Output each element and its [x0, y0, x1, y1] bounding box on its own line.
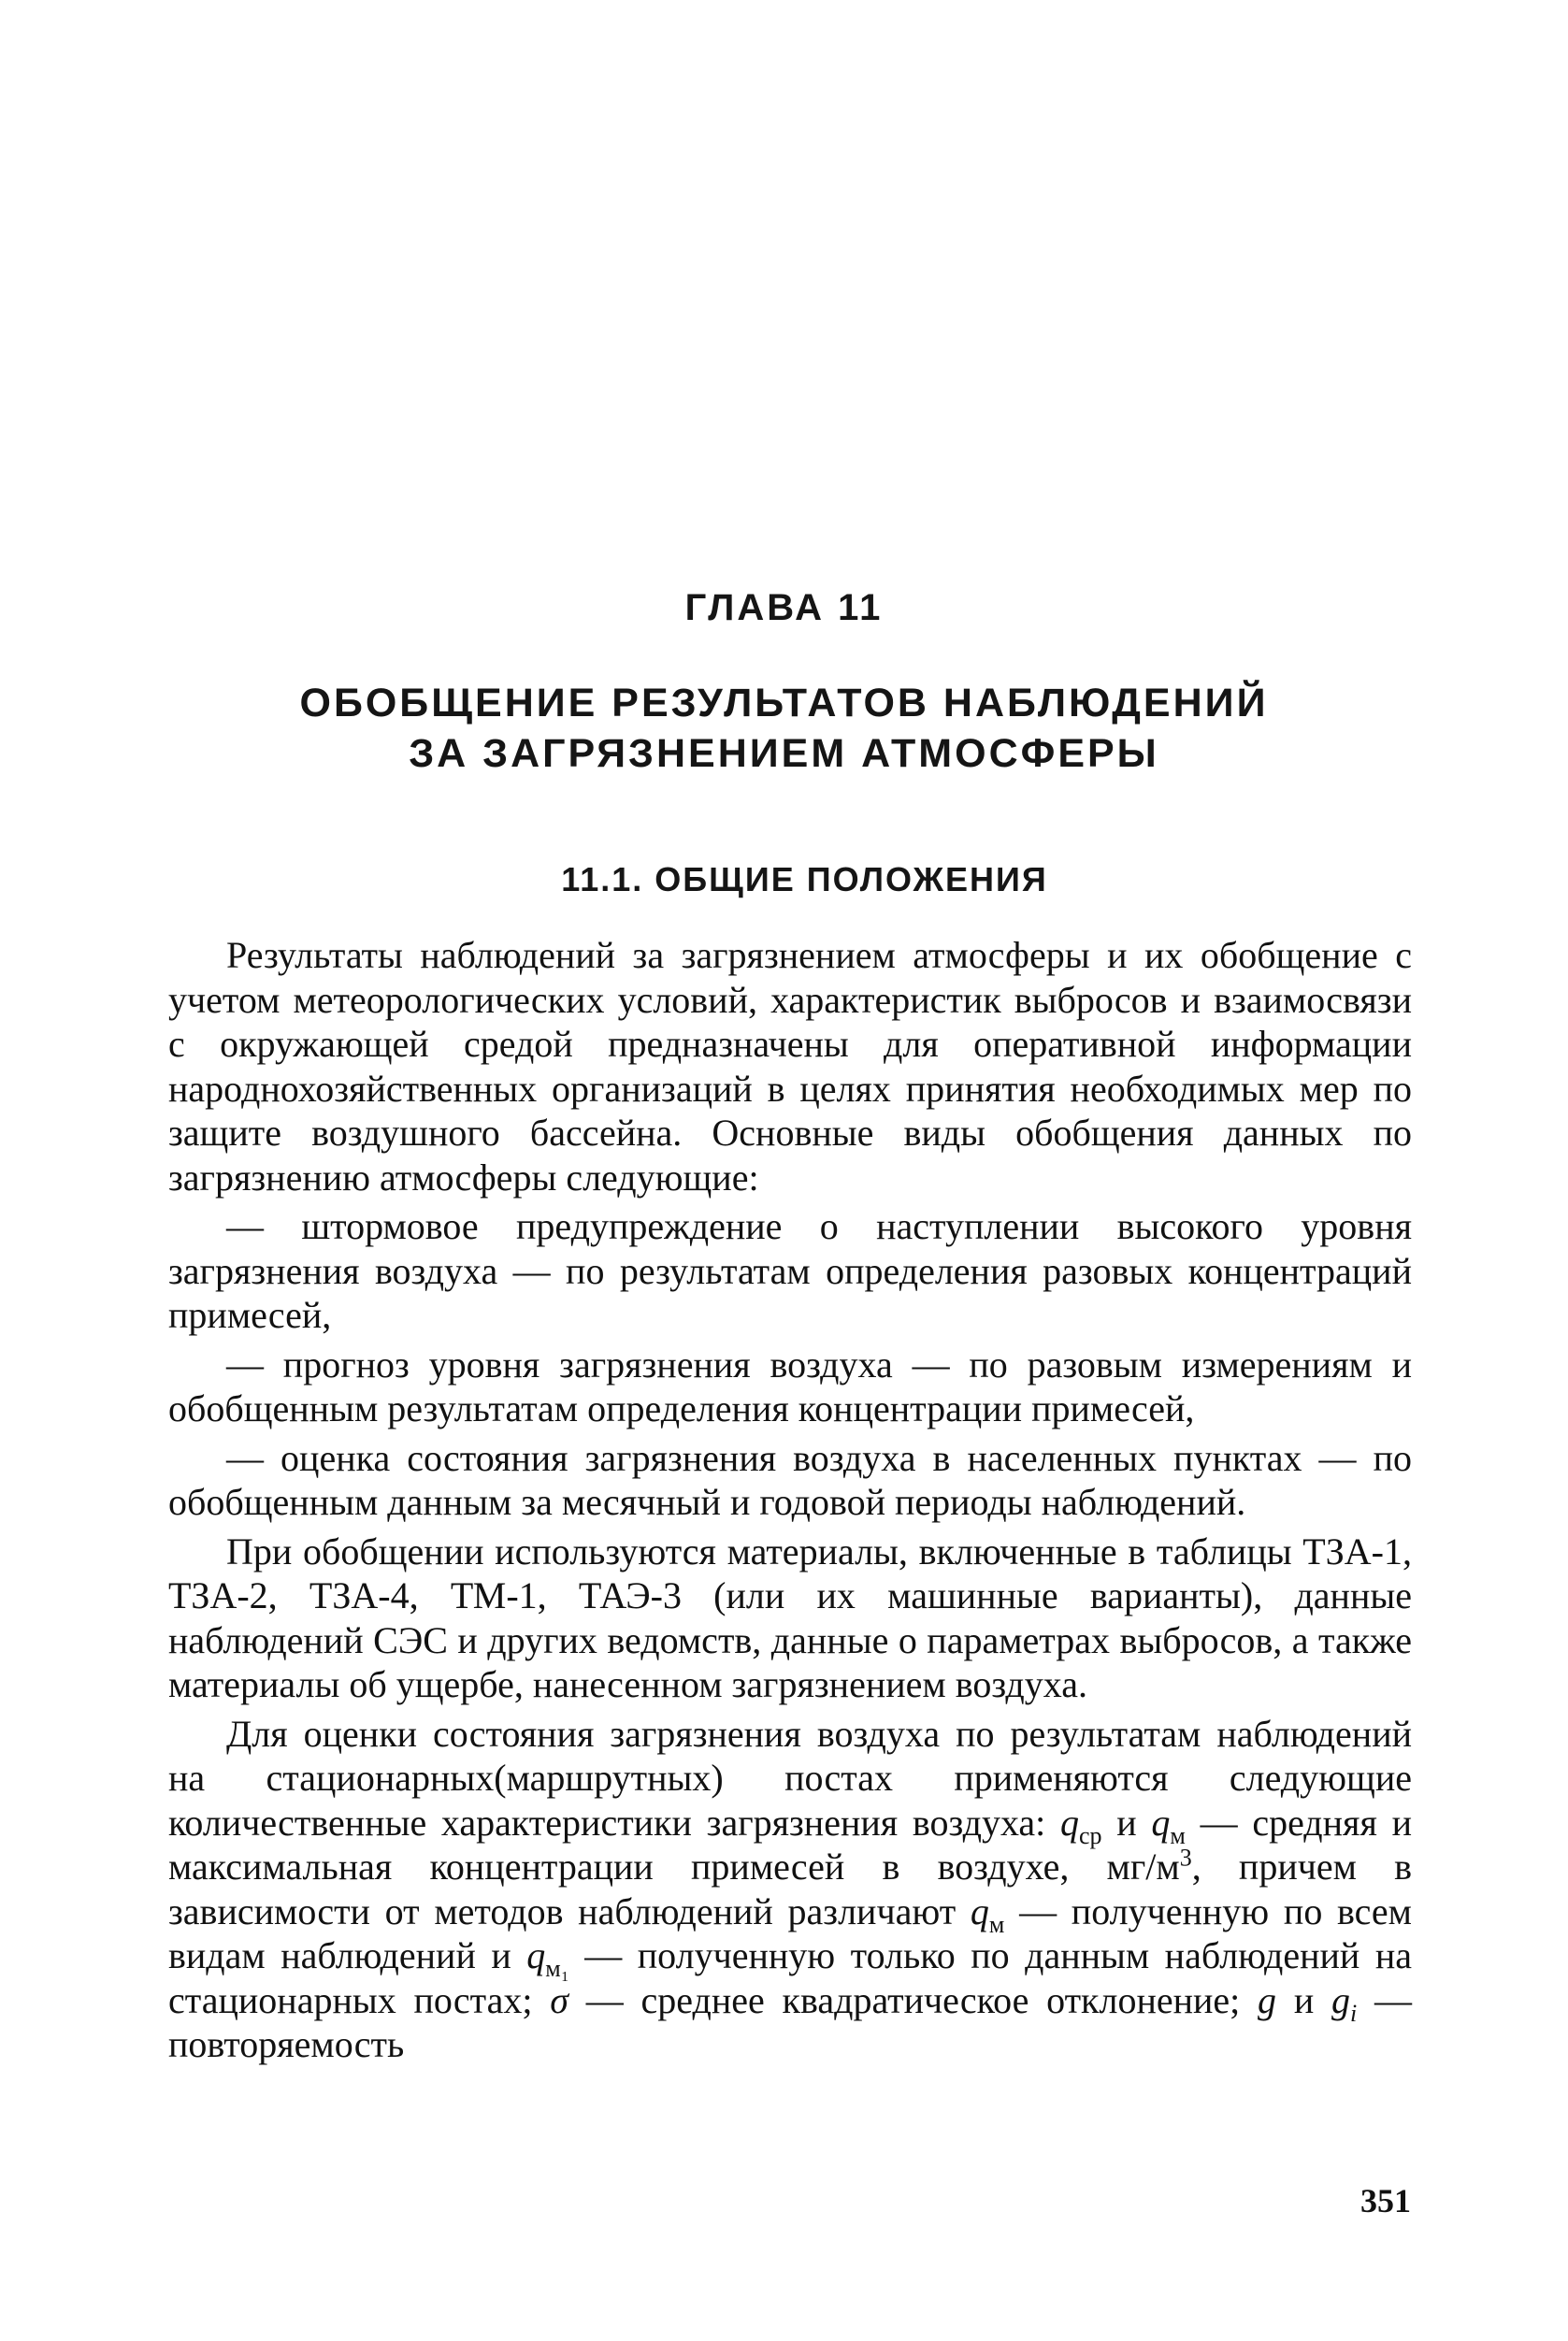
gi-symbol: g	[1331, 1978, 1350, 2021]
q-symbol: q	[970, 1889, 989, 1932]
paragraph-characteristics-part-b: — средняя и максимальная концентрации примесей в воздухе, мг/м	[168, 1801, 1412, 1888]
conjunction-and: и	[1276, 1978, 1331, 2021]
paragraph-characteristics-part-f: — среднее квадратическое отклонение;	[568, 1978, 1259, 2021]
list-item-assessment: — оценка состояния загрязнения воздуха в населенных пунктах — по обобщенным данным за месячный и годовой периоды наблюдений.	[168, 1436, 1412, 1523]
subscript-m: м	[1170, 1821, 1186, 1849]
list-item-storm-warning: — штормовое предупреждение о наступлении высокого уровня загрязнения воздуха — по результатам определения разовых концентраций примесей,	[168, 1205, 1412, 1336]
g-symbol: g	[1258, 1978, 1277, 2021]
paragraph-characteristics-part-d: — полученную по всем видам наблюдений и	[168, 1889, 1412, 1976]
paragraph-characteristics-part-c: , причем в зависимости от методов наблюдений различают	[168, 1846, 1412, 1932]
sigma-symbol: σ	[550, 1978, 568, 2021]
superscript-3: 3	[1179, 1844, 1192, 1872]
chapter-title-line-1: ОБОБЩЕНИЕ РЕЗУЛЬТАТОВ НАБЛЮДЕНИЙ	[299, 681, 1269, 725]
subscript-sr: ср	[1079, 1821, 1102, 1849]
q-symbol: q	[1060, 1801, 1080, 1844]
paragraph-intro: Результаты наблюдений за загрязнением атмосферы и их обобщение с учетом метеорологических условий, характеристик выбросов и взаимосвязи с окружающей средой предназначены для оперативной информации народнохозяйственных организаций в целях принятия необходимых мер по защите воздушного бассейна. Основные виды обобщения данных по загрязнению атмосферы следующие:	[168, 934, 1412, 1199]
list-item-forecast: — прогноз уровня загрязнения воздуха — по разовым измерениям и обобщенным результатам определения концентрации примесей,	[168, 1343, 1412, 1429]
chapter-label: ГЛАВА 11	[684, 587, 884, 628]
subscript-i: i	[1350, 1999, 1358, 2027]
q-symbol: q	[526, 1934, 546, 1976]
body-text	[168, 933, 1412, 2072]
paragraph-materials: При обобщении используются материалы, включенные в таблицы ТЗА-1, ТЗА-2, ТЗА-4, ТМ-1, ТАЭ-3 (или их машинные варианты), данные наблюдений СЭС и других ведомств, данные о параметрах выбросов, а также материалы об ущербе, нанесенном загрязнением воздуха.	[168, 1530, 1412, 1705]
chapter-title	[0, 678, 1568, 779]
paragraph-characteristics-part-e: — полученную только по данным наблюдений на стационарных постах;	[168, 1934, 1412, 2021]
subscript-m: м	[988, 1910, 1005, 1938]
paragraph-characteristics	[168, 1712, 1412, 2067]
chapter-title-line-2: ЗА ЗАГРЯЗНЕНИЕМ АТМОСФЕРЫ	[409, 731, 1159, 776]
paragraph-characteristics-part-a: Для оценки состояния загрязнения воздуха по результатам наблюдений на стационарных(маршрутных) постах применяются следующие количественные характеристики загрязнения воздуха:	[168, 1712, 1412, 1844]
page-number: 351	[1360, 2182, 1411, 2219]
section-title: 11.1. ОБЩИЕ ПОЛОЖЕНИЯ	[561, 860, 1048, 898]
q-symbol: q	[1151, 1801, 1171, 1844]
conjunction-and: и	[1101, 1801, 1152, 1844]
subscript-m1: м₁	[545, 1955, 569, 1982]
paragraph-characteristics-part-g: — повторяемость	[168, 1978, 1413, 2065]
